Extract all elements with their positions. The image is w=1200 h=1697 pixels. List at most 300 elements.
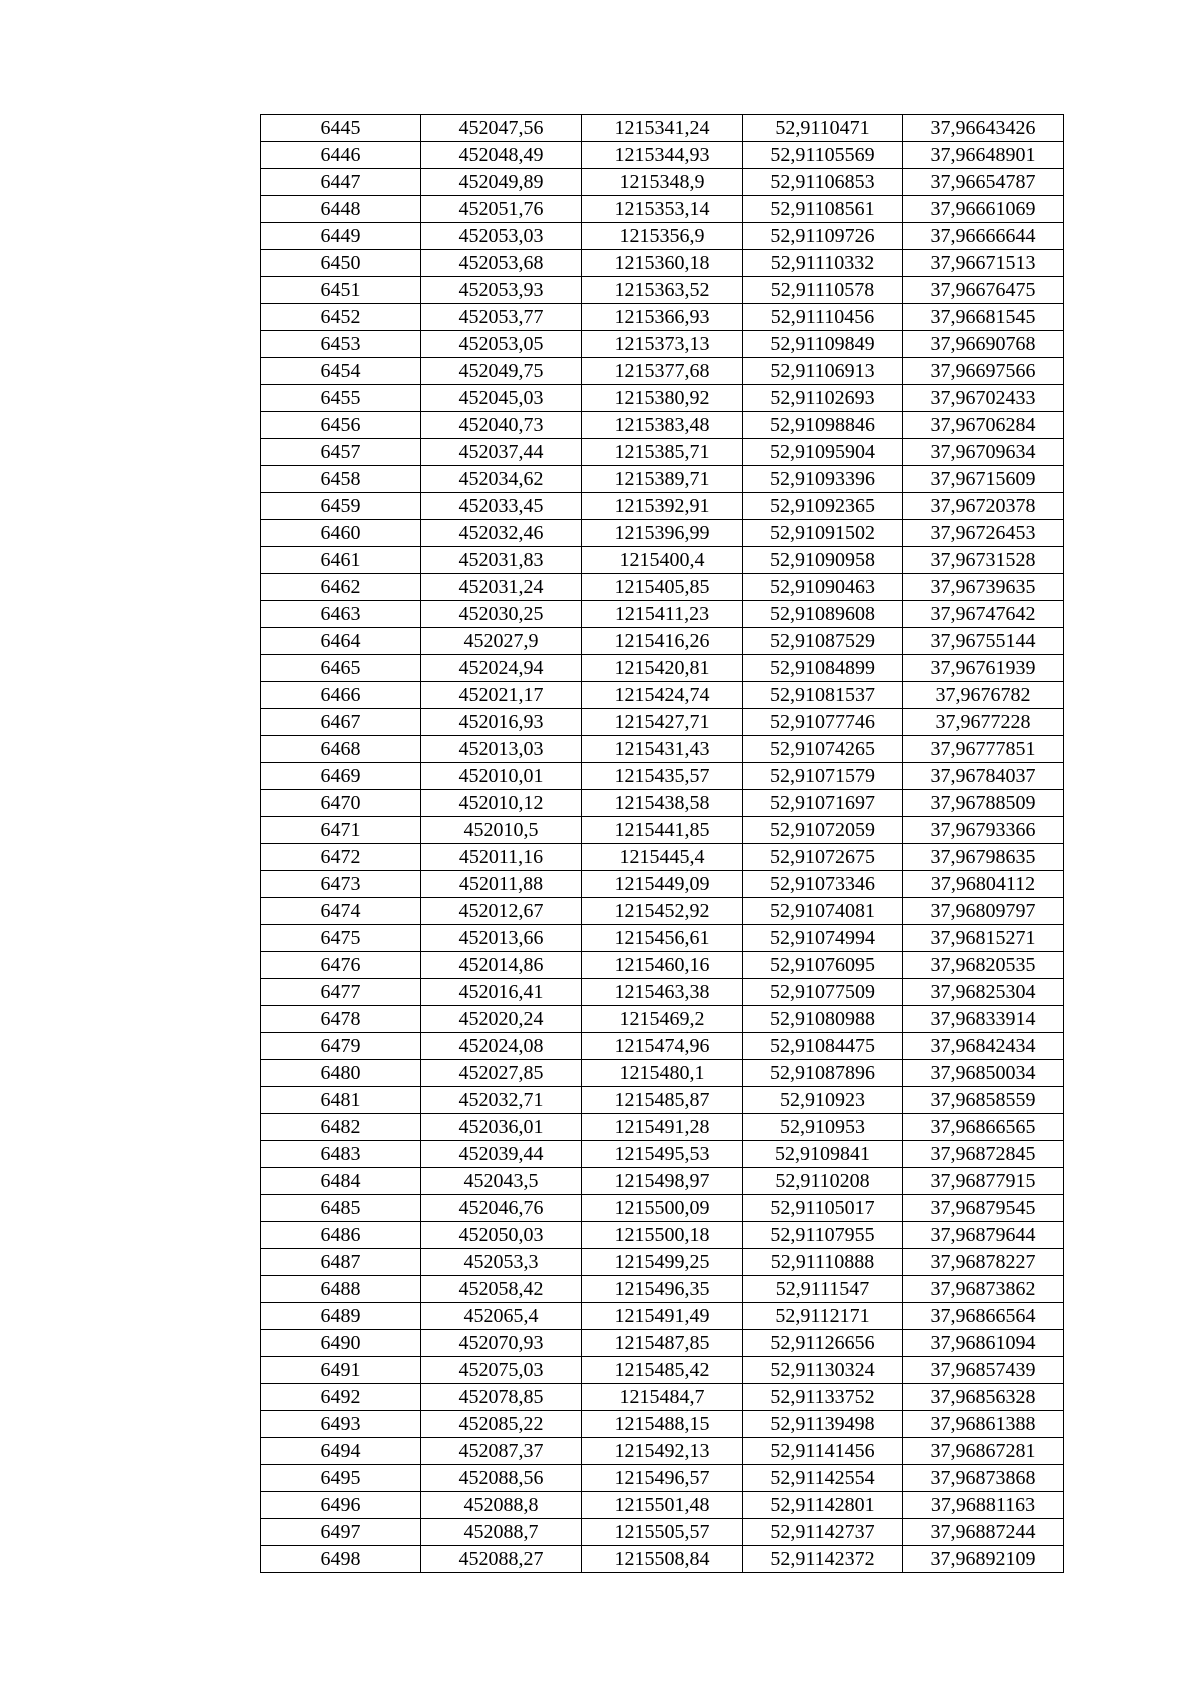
table-row <box>261 1087 1064 1114</box>
latitude-cell: 52,910923 <box>743 1087 903 1114</box>
table-row <box>261 1411 1064 1438</box>
latitude-cell: 52,91105569 <box>743 142 903 169</box>
table-row <box>261 736 1064 763</box>
latitude-cell: 52,91072675 <box>743 844 903 871</box>
longitude-cell: 37,96661069 <box>903 196 1064 223</box>
point-number-cell: 6486 <box>261 1222 421 1249</box>
latitude-cell: 52,91081537 <box>743 682 903 709</box>
table-row <box>261 655 1064 682</box>
point-number-cell: 6466 <box>261 682 421 709</box>
table-row <box>261 898 1064 925</box>
point-number-cell: 6448 <box>261 196 421 223</box>
point-number-cell: 6491 <box>261 1357 421 1384</box>
y-coordinate-cell: 1215480,1 <box>582 1060 743 1087</box>
longitude-cell: 37,96809797 <box>903 898 1064 925</box>
longitude-cell: 37,96793366 <box>903 817 1064 844</box>
latitude-cell: 52,91072059 <box>743 817 903 844</box>
table-row <box>261 142 1064 169</box>
point-number-cell: 6484 <box>261 1168 421 1195</box>
table-row <box>261 547 1064 574</box>
latitude-cell: 52,91142801 <box>743 1492 903 1519</box>
point-number-cell: 6483 <box>261 1141 421 1168</box>
y-coordinate-cell: 1215485,42 <box>582 1357 743 1384</box>
point-number-cell: 6498 <box>261 1546 421 1573</box>
longitude-cell: 37,96709634 <box>903 439 1064 466</box>
latitude-cell: 52,91106913 <box>743 358 903 385</box>
x-coordinate-cell: 452032,46 <box>421 520 582 547</box>
table-row <box>261 412 1064 439</box>
x-coordinate-cell: 452046,76 <box>421 1195 582 1222</box>
x-coordinate-cell: 452027,85 <box>421 1060 582 1087</box>
y-coordinate-cell: 1215360,18 <box>582 250 743 277</box>
y-coordinate-cell: 1215469,2 <box>582 1006 743 1033</box>
latitude-cell: 52,91077509 <box>743 979 903 1006</box>
latitude-cell: 52,91092365 <box>743 493 903 520</box>
x-coordinate-cell: 452053,77 <box>421 304 582 331</box>
point-number-cell: 6453 <box>261 331 421 358</box>
x-coordinate-cell: 452047,56 <box>421 115 582 142</box>
point-number-cell: 6497 <box>261 1519 421 1546</box>
table-row <box>261 493 1064 520</box>
longitude-cell: 37,96681545 <box>903 304 1064 331</box>
longitude-cell: 37,96861388 <box>903 1411 1064 1438</box>
latitude-cell: 52,91102693 <box>743 385 903 412</box>
x-coordinate-cell: 452012,67 <box>421 898 582 925</box>
table-row <box>261 1357 1064 1384</box>
y-coordinate-cell: 1215411,23 <box>582 601 743 628</box>
x-coordinate-cell: 452053,93 <box>421 277 582 304</box>
table-row <box>261 331 1064 358</box>
table-row <box>261 682 1064 709</box>
latitude-cell: 52,91109849 <box>743 331 903 358</box>
latitude-cell: 52,91108561 <box>743 196 903 223</box>
table-row <box>261 358 1064 385</box>
longitude-cell: 37,96881163 <box>903 1492 1064 1519</box>
latitude-cell: 52,91087896 <box>743 1060 903 1087</box>
point-number-cell: 6475 <box>261 925 421 952</box>
x-coordinate-cell: 452078,85 <box>421 1384 582 1411</box>
y-coordinate-cell: 1215445,4 <box>582 844 743 871</box>
y-coordinate-cell: 1215496,57 <box>582 1465 743 1492</box>
latitude-cell: 52,91090958 <box>743 547 903 574</box>
table-body <box>261 115 1064 1573</box>
table-row <box>261 466 1064 493</box>
table-row <box>261 169 1064 196</box>
longitude-cell: 37,96879644 <box>903 1222 1064 1249</box>
point-number-cell: 6480 <box>261 1060 421 1087</box>
point-number-cell: 6495 <box>261 1465 421 1492</box>
longitude-cell: 37,96877915 <box>903 1168 1064 1195</box>
y-coordinate-cell: 1215499,25 <box>582 1249 743 1276</box>
table-row <box>261 1114 1064 1141</box>
x-coordinate-cell: 452058,42 <box>421 1276 582 1303</box>
x-coordinate-cell: 452011,88 <box>421 871 582 898</box>
x-coordinate-cell: 452014,86 <box>421 952 582 979</box>
longitude-cell: 37,9677228 <box>903 709 1064 736</box>
y-coordinate-cell: 1215344,93 <box>582 142 743 169</box>
point-number-cell: 6462 <box>261 574 421 601</box>
longitude-cell: 37,96866564 <box>903 1303 1064 1330</box>
point-number-cell: 6460 <box>261 520 421 547</box>
y-coordinate-cell: 1215427,71 <box>582 709 743 736</box>
x-coordinate-cell: 452021,17 <box>421 682 582 709</box>
x-coordinate-cell: 452031,24 <box>421 574 582 601</box>
latitude-cell: 52,91084899 <box>743 655 903 682</box>
table-row <box>261 304 1064 331</box>
table-row <box>261 1519 1064 1546</box>
table-row <box>261 574 1064 601</box>
y-coordinate-cell: 1215452,92 <box>582 898 743 925</box>
y-coordinate-cell: 1215405,85 <box>582 574 743 601</box>
table-row <box>261 196 1064 223</box>
point-number-cell: 6482 <box>261 1114 421 1141</box>
latitude-cell: 52,9111547 <box>743 1276 903 1303</box>
table-row <box>261 1546 1064 1573</box>
y-coordinate-cell: 1215392,91 <box>582 493 743 520</box>
point-number-cell: 6488 <box>261 1276 421 1303</box>
x-coordinate-cell: 452051,76 <box>421 196 582 223</box>
x-coordinate-cell: 452053,68 <box>421 250 582 277</box>
y-coordinate-cell: 1215500,09 <box>582 1195 743 1222</box>
table-row <box>261 1168 1064 1195</box>
latitude-cell: 52,91139498 <box>743 1411 903 1438</box>
x-coordinate-cell: 452088,7 <box>421 1519 582 1546</box>
table-row <box>261 1222 1064 1249</box>
table-row <box>261 385 1064 412</box>
latitude-cell: 52,91087529 <box>743 628 903 655</box>
y-coordinate-cell: 1215487,85 <box>582 1330 743 1357</box>
x-coordinate-cell: 452020,24 <box>421 1006 582 1033</box>
latitude-cell: 52,91126656 <box>743 1330 903 1357</box>
table-row <box>261 439 1064 466</box>
table-row <box>261 1249 1064 1276</box>
y-coordinate-cell: 1215463,38 <box>582 979 743 1006</box>
point-number-cell: 6455 <box>261 385 421 412</box>
point-number-cell: 6447 <box>261 169 421 196</box>
latitude-cell: 52,91071697 <box>743 790 903 817</box>
latitude-cell: 52,91110888 <box>743 1249 903 1276</box>
longitude-cell: 37,96643426 <box>903 115 1064 142</box>
y-coordinate-cell: 1215363,52 <box>582 277 743 304</box>
point-number-cell: 6461 <box>261 547 421 574</box>
point-number-cell: 6470 <box>261 790 421 817</box>
table-row <box>261 952 1064 979</box>
y-coordinate-cell: 1215484,7 <box>582 1384 743 1411</box>
longitude-cell: 37,96755144 <box>903 628 1064 655</box>
longitude-cell: 37,96761939 <box>903 655 1064 682</box>
point-number-cell: 6459 <box>261 493 421 520</box>
y-coordinate-cell: 1215485,87 <box>582 1087 743 1114</box>
table-row <box>261 979 1064 1006</box>
point-number-cell: 6476 <box>261 952 421 979</box>
point-number-cell: 6450 <box>261 250 421 277</box>
longitude-cell: 37,96861094 <box>903 1330 1064 1357</box>
x-coordinate-cell: 452010,5 <box>421 817 582 844</box>
point-number-cell: 6477 <box>261 979 421 1006</box>
longitude-cell: 37,96788509 <box>903 790 1064 817</box>
point-number-cell: 6481 <box>261 1087 421 1114</box>
table-row <box>261 871 1064 898</box>
y-coordinate-cell: 1215488,15 <box>582 1411 743 1438</box>
table-row <box>261 1492 1064 1519</box>
longitude-cell: 37,96866565 <box>903 1114 1064 1141</box>
longitude-cell: 37,96820535 <box>903 952 1064 979</box>
x-coordinate-cell: 452031,83 <box>421 547 582 574</box>
longitude-cell: 37,96867281 <box>903 1438 1064 1465</box>
longitude-cell: 37,96777851 <box>903 736 1064 763</box>
table-row <box>261 1276 1064 1303</box>
table-row <box>261 601 1064 628</box>
point-number-cell: 6465 <box>261 655 421 682</box>
longitude-cell: 37,96726453 <box>903 520 1064 547</box>
longitude-cell: 37,96731528 <box>903 547 1064 574</box>
y-coordinate-cell: 1215441,85 <box>582 817 743 844</box>
table-row <box>261 277 1064 304</box>
point-number-cell: 6493 <box>261 1411 421 1438</box>
latitude-cell: 52,91105017 <box>743 1195 903 1222</box>
x-coordinate-cell: 452037,44 <box>421 439 582 466</box>
longitude-cell: 37,96666644 <box>903 223 1064 250</box>
x-coordinate-cell: 452027,9 <box>421 628 582 655</box>
longitude-cell: 37,96857439 <box>903 1357 1064 1384</box>
latitude-cell: 52,91074265 <box>743 736 903 763</box>
latitude-cell: 52,91110578 <box>743 277 903 304</box>
point-number-cell: 6494 <box>261 1438 421 1465</box>
x-coordinate-cell: 452085,22 <box>421 1411 582 1438</box>
y-coordinate-cell: 1215377,68 <box>582 358 743 385</box>
x-coordinate-cell: 452013,03 <box>421 736 582 763</box>
longitude-cell: 37,96872845 <box>903 1141 1064 1168</box>
table-row <box>261 520 1064 547</box>
table-row <box>261 1060 1064 1087</box>
y-coordinate-cell: 1215449,09 <box>582 871 743 898</box>
x-coordinate-cell: 452075,03 <box>421 1357 582 1384</box>
y-coordinate-cell: 1215435,57 <box>582 763 743 790</box>
longitude-cell: 37,96804112 <box>903 871 1064 898</box>
point-number-cell: 6464 <box>261 628 421 655</box>
x-coordinate-cell: 452065,4 <box>421 1303 582 1330</box>
y-coordinate-cell: 1215353,14 <box>582 196 743 223</box>
x-coordinate-cell: 452033,45 <box>421 493 582 520</box>
point-number-cell: 6485 <box>261 1195 421 1222</box>
table-row <box>261 223 1064 250</box>
y-coordinate-cell: 1215495,53 <box>582 1141 743 1168</box>
x-coordinate-cell: 452048,49 <box>421 142 582 169</box>
y-coordinate-cell: 1215498,97 <box>582 1168 743 1195</box>
x-coordinate-cell: 452034,62 <box>421 466 582 493</box>
longitude-cell: 37,96873862 <box>903 1276 1064 1303</box>
point-number-cell: 6467 <box>261 709 421 736</box>
latitude-cell: 52,91093396 <box>743 466 903 493</box>
longitude-cell: 37,96697566 <box>903 358 1064 385</box>
latitude-cell: 52,91109726 <box>743 223 903 250</box>
longitude-cell: 37,96833914 <box>903 1006 1064 1033</box>
latitude-cell: 52,91142372 <box>743 1546 903 1573</box>
x-coordinate-cell: 452016,93 <box>421 709 582 736</box>
table-row <box>261 1465 1064 1492</box>
longitude-cell: 37,96784037 <box>903 763 1064 790</box>
latitude-cell: 52,91090463 <box>743 574 903 601</box>
longitude-cell: 37,96842434 <box>903 1033 1064 1060</box>
x-coordinate-cell: 452053,03 <box>421 223 582 250</box>
latitude-cell: 52,9109841 <box>743 1141 903 1168</box>
point-number-cell: 6449 <box>261 223 421 250</box>
x-coordinate-cell: 452088,8 <box>421 1492 582 1519</box>
latitude-cell: 52,91110456 <box>743 304 903 331</box>
y-coordinate-cell: 1215366,93 <box>582 304 743 331</box>
x-coordinate-cell: 452087,37 <box>421 1438 582 1465</box>
y-coordinate-cell: 1215438,58 <box>582 790 743 817</box>
x-coordinate-cell: 452049,89 <box>421 169 582 196</box>
latitude-cell: 52,91142737 <box>743 1519 903 1546</box>
point-number-cell: 6473 <box>261 871 421 898</box>
latitude-cell: 52,91077746 <box>743 709 903 736</box>
longitude-cell: 37,96878227 <box>903 1249 1064 1276</box>
y-coordinate-cell: 1215348,9 <box>582 169 743 196</box>
y-coordinate-cell: 1215431,43 <box>582 736 743 763</box>
latitude-cell: 52,91073346 <box>743 871 903 898</box>
x-coordinate-cell: 452011,16 <box>421 844 582 871</box>
point-number-cell: 6445 <box>261 115 421 142</box>
point-number-cell: 6463 <box>261 601 421 628</box>
table-row <box>261 1384 1064 1411</box>
table-row <box>261 844 1064 871</box>
longitude-cell: 37,96815271 <box>903 925 1064 952</box>
point-number-cell: 6474 <box>261 898 421 925</box>
latitude-cell: 52,91076095 <box>743 952 903 979</box>
y-coordinate-cell: 1215456,61 <box>582 925 743 952</box>
point-number-cell: 6454 <box>261 358 421 385</box>
point-number-cell: 6489 <box>261 1303 421 1330</box>
table-row <box>261 1195 1064 1222</box>
latitude-cell: 52,91130324 <box>743 1357 903 1384</box>
table-row <box>261 1303 1064 1330</box>
y-coordinate-cell: 1215505,57 <box>582 1519 743 1546</box>
point-number-cell: 6487 <box>261 1249 421 1276</box>
longitude-cell: 37,96856328 <box>903 1384 1064 1411</box>
longitude-cell: 37,96858559 <box>903 1087 1064 1114</box>
point-number-cell: 6479 <box>261 1033 421 1060</box>
longitude-cell: 37,96739635 <box>903 574 1064 601</box>
longitude-cell: 37,96648901 <box>903 142 1064 169</box>
table-row <box>261 709 1064 736</box>
longitude-cell: 37,96671513 <box>903 250 1064 277</box>
y-coordinate-cell: 1215474,96 <box>582 1033 743 1060</box>
longitude-cell: 37,96873868 <box>903 1465 1064 1492</box>
x-coordinate-cell: 452040,73 <box>421 412 582 439</box>
latitude-cell: 52,91098846 <box>743 412 903 439</box>
latitude-cell: 52,91071579 <box>743 763 903 790</box>
longitude-cell: 37,96690768 <box>903 331 1064 358</box>
x-coordinate-cell: 452043,5 <box>421 1168 582 1195</box>
x-coordinate-cell: 452030,25 <box>421 601 582 628</box>
longitude-cell: 37,96798635 <box>903 844 1064 871</box>
x-coordinate-cell: 452049,75 <box>421 358 582 385</box>
y-coordinate-cell: 1215460,16 <box>582 952 743 979</box>
x-coordinate-cell: 452036,01 <box>421 1114 582 1141</box>
point-number-cell: 6496 <box>261 1492 421 1519</box>
longitude-cell: 37,96702433 <box>903 385 1064 412</box>
y-coordinate-cell: 1215508,84 <box>582 1546 743 1573</box>
x-coordinate-cell: 452088,56 <box>421 1465 582 1492</box>
latitude-cell: 52,91089608 <box>743 601 903 628</box>
point-number-cell: 6456 <box>261 412 421 439</box>
point-number-cell: 6451 <box>261 277 421 304</box>
x-coordinate-cell: 452070,93 <box>421 1330 582 1357</box>
table-row <box>261 763 1064 790</box>
longitude-cell: 37,96747642 <box>903 601 1064 628</box>
table-row <box>261 817 1064 844</box>
x-coordinate-cell: 452039,44 <box>421 1141 582 1168</box>
x-coordinate-cell: 452010,01 <box>421 763 582 790</box>
longitude-cell: 37,96676475 <box>903 277 1064 304</box>
latitude-cell: 52,91133752 <box>743 1384 903 1411</box>
x-coordinate-cell: 452050,03 <box>421 1222 582 1249</box>
point-number-cell: 6458 <box>261 466 421 493</box>
x-coordinate-cell: 452024,08 <box>421 1033 582 1060</box>
y-coordinate-cell: 1215383,48 <box>582 412 743 439</box>
latitude-cell: 52,9110471 <box>743 115 903 142</box>
longitude-cell: 37,9676782 <box>903 682 1064 709</box>
x-coordinate-cell: 452032,71 <box>421 1087 582 1114</box>
longitude-cell: 37,96654787 <box>903 169 1064 196</box>
latitude-cell: 52,91095904 <box>743 439 903 466</box>
x-coordinate-cell: 452016,41 <box>421 979 582 1006</box>
table-row <box>261 925 1064 952</box>
table-row <box>261 1330 1064 1357</box>
x-coordinate-cell: 452053,3 <box>421 1249 582 1276</box>
coordinates-table <box>260 114 1064 1573</box>
latitude-cell: 52,91110332 <box>743 250 903 277</box>
y-coordinate-cell: 1215373,13 <box>582 331 743 358</box>
y-coordinate-cell: 1215341,24 <box>582 115 743 142</box>
point-number-cell: 6478 <box>261 1006 421 1033</box>
point-number-cell: 6490 <box>261 1330 421 1357</box>
point-number-cell: 6457 <box>261 439 421 466</box>
longitude-cell: 37,96706284 <box>903 412 1064 439</box>
table-row <box>261 250 1064 277</box>
longitude-cell: 37,96715609 <box>903 466 1064 493</box>
y-coordinate-cell: 1215420,81 <box>582 655 743 682</box>
y-coordinate-cell: 1215501,48 <box>582 1492 743 1519</box>
table-row <box>261 115 1064 142</box>
latitude-cell: 52,91074081 <box>743 898 903 925</box>
latitude-cell: 52,9110208 <box>743 1168 903 1195</box>
y-coordinate-cell: 1215496,35 <box>582 1276 743 1303</box>
x-coordinate-cell: 452053,05 <box>421 331 582 358</box>
longitude-cell: 37,96720378 <box>903 493 1064 520</box>
latitude-cell: 52,910953 <box>743 1114 903 1141</box>
y-coordinate-cell: 1215416,26 <box>582 628 743 655</box>
longitude-cell: 37,96850034 <box>903 1060 1064 1087</box>
latitude-cell: 52,91074994 <box>743 925 903 952</box>
y-coordinate-cell: 1215491,49 <box>582 1303 743 1330</box>
y-coordinate-cell: 1215400,4 <box>582 547 743 574</box>
y-coordinate-cell: 1215356,9 <box>582 223 743 250</box>
y-coordinate-cell: 1215389,71 <box>582 466 743 493</box>
latitude-cell: 52,91091502 <box>743 520 903 547</box>
x-coordinate-cell: 452010,12 <box>421 790 582 817</box>
longitude-cell: 37,96879545 <box>903 1195 1064 1222</box>
y-coordinate-cell: 1215424,74 <box>582 682 743 709</box>
latitude-cell: 52,91107955 <box>743 1222 903 1249</box>
longitude-cell: 37,96887244 <box>903 1519 1064 1546</box>
y-coordinate-cell: 1215380,92 <box>582 385 743 412</box>
x-coordinate-cell: 452088,27 <box>421 1546 582 1573</box>
latitude-cell: 52,91080988 <box>743 1006 903 1033</box>
y-coordinate-cell: 1215396,99 <box>582 520 743 547</box>
longitude-cell: 37,96892109 <box>903 1546 1064 1573</box>
